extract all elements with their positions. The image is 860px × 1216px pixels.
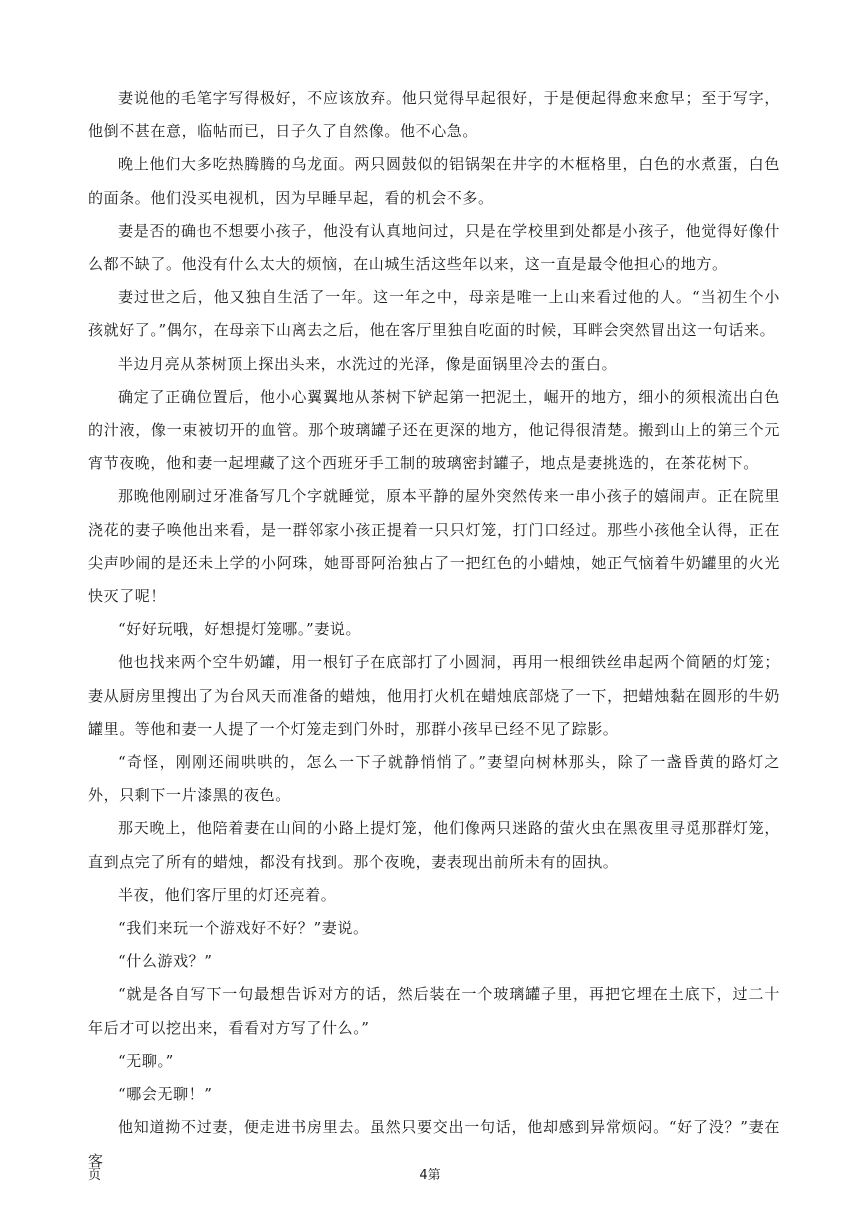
paragraph: “无聊。” [118,1051,174,1070]
paragraph: 他也找来两个空牛奶罐，用一根钉子在底部打了小圆洞，再用一根细铁丝串起两个简陋的灯笼；妻从厨房里搜出了为台风天而准备的蜡烛，他用打火机在蜡烛底部烧了一下，把蜡烛黏在圆形的牛奶罐里。等他和妻一人提了一个灯笼走到门外时，那群小孩早已经不见了踪影。 [88,653,780,738]
paragraph: 妻是否的确也不想要小孩子，他没有认真地问过，只是在学校里到处都是小孩子，他觉得好像什么都不缺了。他没有什么太大的烦恼，在山城生活这些年以来，这一直是最令他担心的地方。 [88,221,780,274]
footer-page-label: 页 [88,1168,102,1183]
footer-page-number: 4第 [419,1168,441,1183]
paragraph: “什么游戏？” [118,952,213,971]
paragraph: 确定了正确位置后，他小心翼翼地从茶树下铲起第一把泥土，崛开的地方，细小的须根流出白色的汁液，像一束被切开的血管。那个玻璃罐子还在更深的地方，他记得很清楚。搬到山上的第三个元宵节夜晚，他和妻一起埋藏了这个西班牙手工制的玻璃密封罐子，地点是妻挑选的，在茶花树下。 [88,387,780,473]
paragraph: 半边月亮从茶树顶上探出头来，水洗过的光泽，像是面锅里冷去的蛋白。 [118,354,618,373]
document-body [88,82,780,1178]
paragraph: “哪会无聊！” [118,1085,213,1104]
paragraph: 半夜，他们客厅里的灯还亮着。 [118,885,337,904]
paragraph: “好好玩哦，好想提灯笼哪。”妻说。 [118,620,362,639]
paragraph: 妻过世之后，他又独自生活了一年。这一年之中，母亲是唯一上山来看过他的人。“当初生个小孩就好了。”偶尔，在母亲下山离去之后，他在客厅里独自吃面的时候，耳畔会突然冒出这一句话来。 [88,288,780,340]
paragraph: 那晚他刚刷过牙准备写几个字就睡觉，原本平静的屋外突然传来一串小孩子的嬉闹声。正在院里浇花的妻子唤他出来看，是一群邻家小孩正提着一只只灯笼，打门口经过。那些小孩他全认得，正在尖声吵闹的是还未上学的小阿珠，她哥哥阿治独占了一把红色的小蜡烛，她正气恼着牛奶罐里的火光快灭了呢！ [88,487,780,606]
paragraph: “奇怪，刚刚还闹哄哄的，怎么一下子就静悄悄了。”妻望向树林那头，除了一盏昏黄的路灯之外，只剩下一片漆黑的夜色。 [88,753,780,805]
paragraph: 那天晚上，他陪着妻在山间的小路上提灯笼，他们像两只迷路的萤火虫在黑夜里寻觅那群灯笼，直到点完了所有的蜡烛，都没有找到。那个夜晚，妻表现出前所未有的固执。 [88,819,780,871]
paragraph: 妻说他的毛笔字写得极好，不应该放弃。他只觉得早起很好，于是便起得愈来愈早；至于写字，他倒不甚在意，临帖而已，日子久了自然像。他不心急。 [88,89,780,141]
paragraph: “就是各自写下一句最想告诉对方的话，然后装在一个玻璃罐子里，再把它埋在土底下，过二十年后才可以挖出来，看看对方写了什么。” [88,985,780,1037]
paragraph: 晚上他们大多吃热腾腾的乌龙面。两只圆鼓似的铝锅架在井字的木框格里，白色的水煮蛋，白色的面条。他们没买电视机，因为早睡早起，看的机会不多。 [88,155,780,207]
paragraph: “我们来玩一个游戏好不好？”妻说。 [118,919,369,938]
paragraph: 他知道拗不过妻，便走进书房里去。虽然只要交出一句话，他却感到异常烦闷。“好了没？”妻在客 [88,1118,780,1170]
